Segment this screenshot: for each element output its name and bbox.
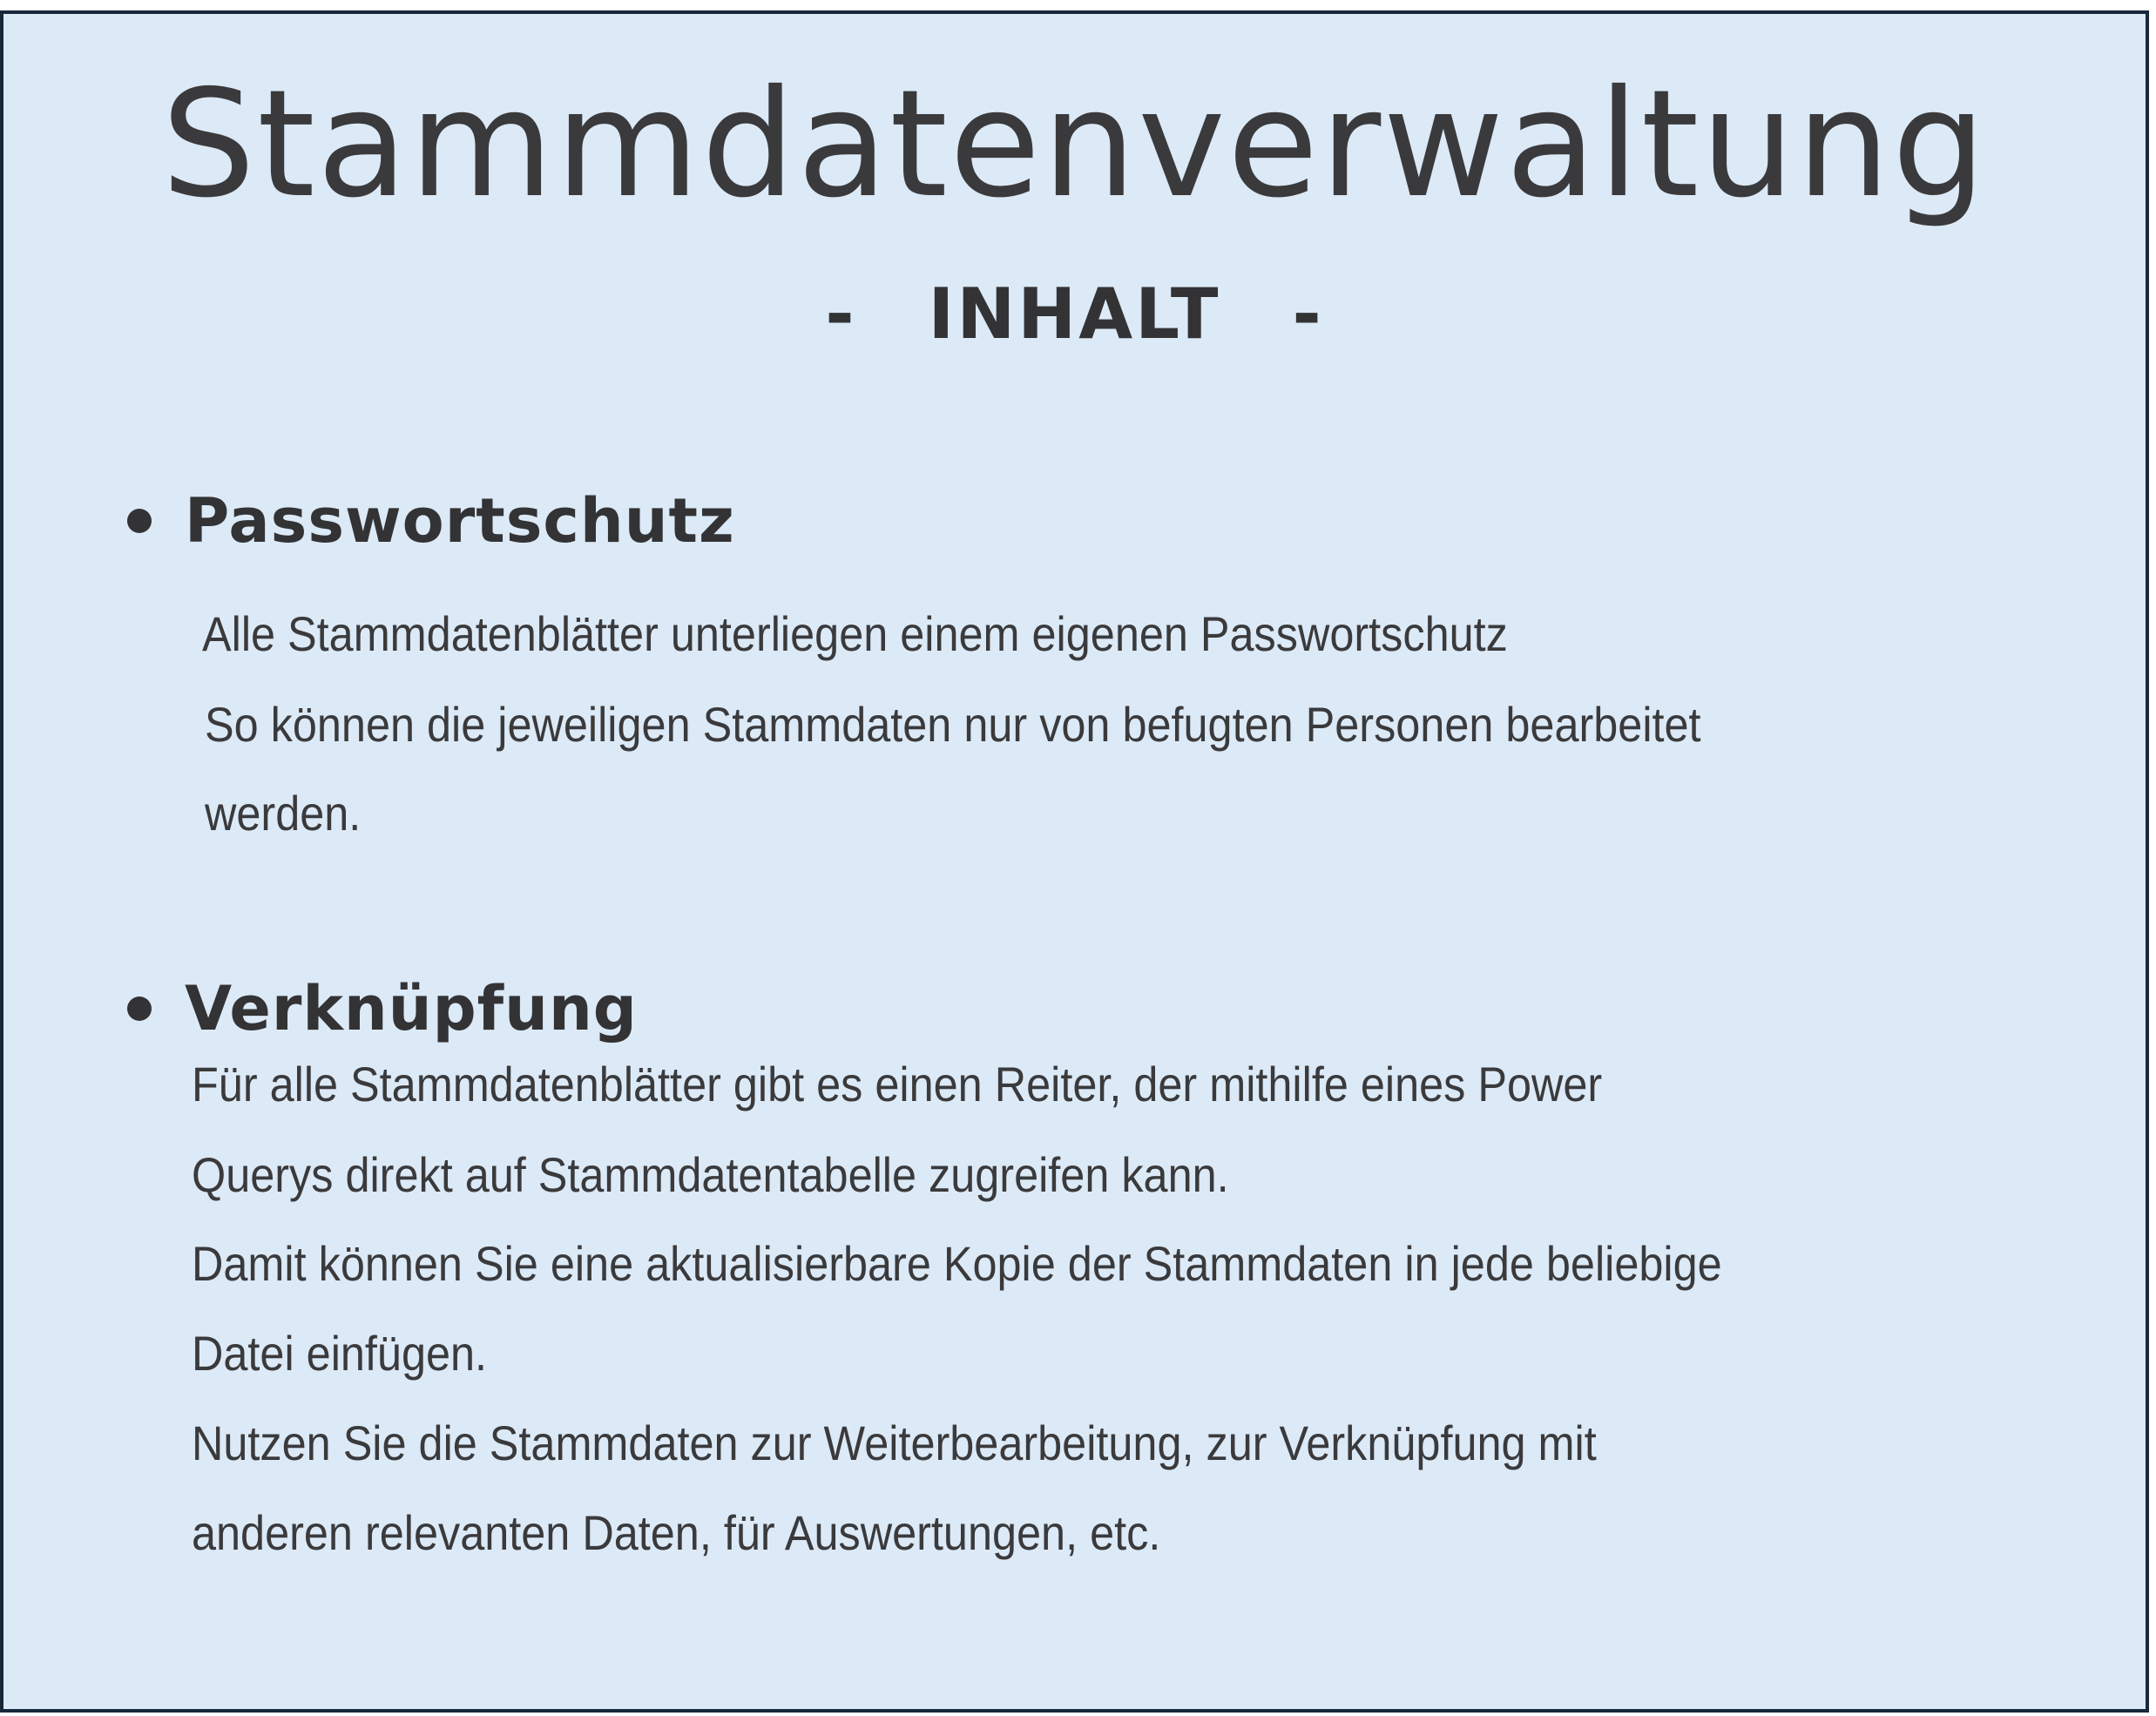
bullet-icon [127, 509, 152, 533]
page-title: Stammdatenverwaltung [161, 58, 1988, 231]
section-heading-label: Verknüpfung [185, 973, 638, 1044]
content-panel [0, 10, 2149, 1713]
section-text-line: Querys direkt auf Stammdatentabelle zugreifen kann. [192, 1147, 1229, 1202]
section-heading-verknuepfung [127, 969, 638, 1048]
section-text-line: Datei einfügen. [192, 1326, 488, 1381]
section-heading-passwortschutz [127, 482, 735, 560]
section-text-line: Alle Stammdatenblätter unterliegen einem eigenen Passwortschutz [202, 606, 1508, 661]
bullet-icon [127, 996, 152, 1021]
subtitle [3, 271, 2146, 358]
section-heading-label: Passwortschutz [185, 485, 735, 557]
subtitle-dash-left: - [825, 274, 857, 355]
subtitle-label: INHALT [928, 274, 1221, 355]
section-text-line: anderen relevanten Daten, für Auswertungen, etc. [192, 1505, 1161, 1560]
section-text-line: Nutzen Sie die Stammdaten zur Weiterbearbeitung, zur Verknüpfung mit [192, 1415, 1597, 1470]
section-text-line: Damit können Sie eine aktualisierbare Kopie der Stammdaten in jede beliebige [192, 1236, 1722, 1291]
section-text-line: werden. [205, 786, 362, 841]
subtitle-dash-right: - [1292, 274, 1324, 355]
section-text-line: So können die jeweiligen Stammdaten nur von befugten Personen bearbeitet [205, 697, 1701, 752]
section-text-line: Für alle Stammdatenblätter gibt es einen Reiter, der mithilfe eines Power [192, 1057, 1603, 1111]
